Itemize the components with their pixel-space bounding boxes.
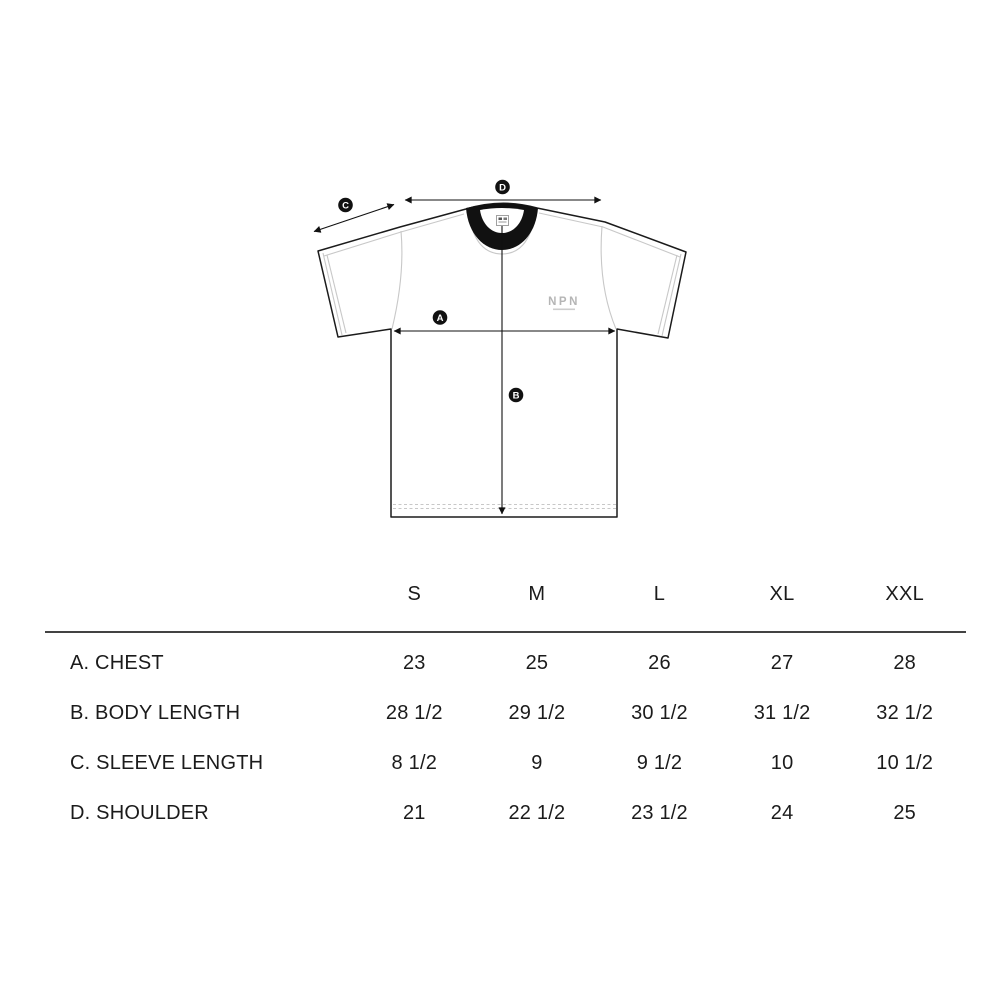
table-row-chest — [45, 638, 966, 688]
body-length-xxl: 32 1/2 — [876, 701, 934, 724]
marker-badge-c: C — [342, 200, 349, 212]
column-header-xl: XL — [769, 583, 795, 605]
marker-badge-a: A — [436, 312, 444, 324]
chest-l: 26 — [648, 651, 671, 674]
sleeve-length-xl: 10 — [770, 751, 794, 774]
chest-xxl: 28 — [893, 651, 917, 674]
row-label-body-length: B. BODY LENGTH — [70, 701, 241, 724]
column-header-l: L — [653, 583, 666, 605]
table-row-sleeve-length — [45, 738, 966, 788]
chest-xl: 27 — [770, 651, 794, 674]
size-table-header-row — [45, 577, 966, 631]
table-row-shoulder — [45, 788, 966, 838]
shoulder-l: 23 1/2 — [631, 801, 688, 824]
shoulder-xxl: 25 — [893, 801, 917, 824]
brand-logo-subtext-line — [553, 309, 575, 311]
shoulder-xl: 24 — [770, 801, 794, 824]
sleeve-length-s: 8 1/2 — [391, 751, 438, 774]
body-length-xl: 31 1/2 — [753, 701, 811, 724]
column-header-s: S — [407, 583, 422, 605]
shoulder-m: 22 1/2 — [508, 801, 566, 824]
marker-badge-b: B — [512, 390, 520, 402]
column-header-m: M — [528, 583, 546, 605]
tshirt-drawing — [290, 175, 710, 535]
row-label-shoulder: D. SHOULDER — [70, 801, 209, 824]
sleeve-arrow — [314, 205, 394, 232]
body-length-m: 29 1/2 — [508, 701, 566, 724]
sleeve-length-m: 9 — [531, 751, 543, 774]
shoulder-s: 21 — [402, 801, 426, 824]
marker-badge-d: D — [499, 182, 506, 194]
column-header-xxl: XXL — [885, 583, 925, 605]
sleeve-length-xxl: 10 1/2 — [876, 751, 934, 774]
size-table-body — [45, 633, 966, 838]
size-table — [45, 577, 966, 838]
chest-s: 23 — [402, 651, 426, 674]
garment-diagram — [290, 175, 710, 535]
neck-label — [497, 216, 509, 226]
table-row-body-length — [45, 688, 966, 738]
row-label-chest: A. CHEST — [70, 651, 164, 674]
brand-logo-text: NPN — [548, 296, 580, 308]
chest-m: 25 — [525, 651, 549, 674]
sleeve-length-l: 9 1/2 — [636, 751, 683, 774]
body-length-l: 30 1/2 — [631, 701, 688, 724]
body-length-s: 28 1/2 — [385, 701, 443, 724]
row-label-sleeve-length: C. SLEEVE LENGTH — [70, 751, 264, 774]
brand-logo — [548, 296, 580, 310]
